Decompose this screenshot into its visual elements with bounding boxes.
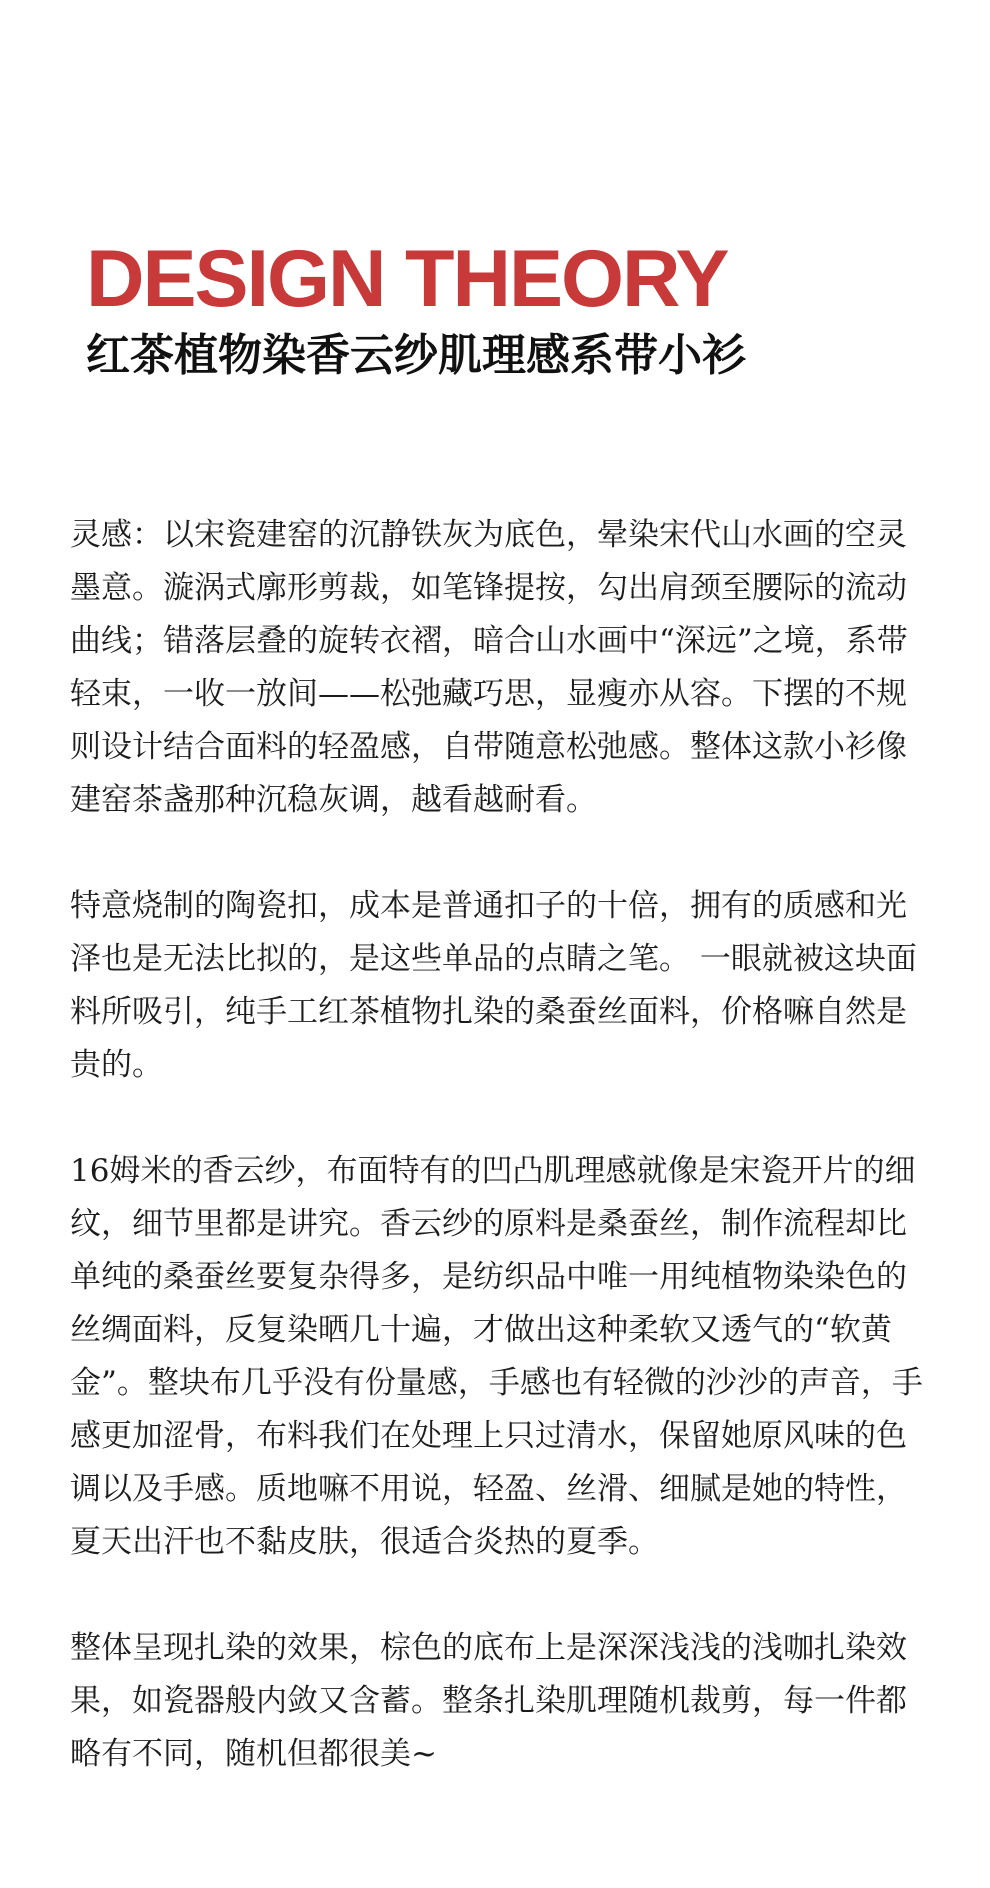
paragraph-fabric: 16姆米的香云纱，布面特有的凹凸肌理感就像是宋瓷开片的细纹，细节里都是讲究。香云纱的原料是桑蚕丝，制作流程却比单纯的桑蚕丝要复杂得多，是纺织品中唯一用纯植物染染色的丝绸面料，反复染晒几十遍，才做出这种柔软又透气的“软黄金”。整块布几乎没有份量感，手感也有轻微的沙沙的声音，手感更加涩骨，布料我们在处理上只过清水，保留她原风味的色调以及手感。质地嘛不用说，轻盈、丝滑、细腻是她的特性，夏天出汗也不黏皮肤，很适合炎热的夏季。 <box>70 1153 923 1560</box>
paragraph-tie-dye: 整体呈现扎染的效果，棕色的底布上是深深浅浅的浅咖扎染效果，如瓷器般内敛又含蓄。整条扎染肌理随机裁剪，每一件都略有不同，随机但都很美~ <box>70 1630 907 1772</box>
product-title: 红茶植物染香云纱肌理感系带小衫 <box>86 330 746 381</box>
description-body <box>70 509 926 1781</box>
paragraph-inspiration: 灵感：以宋瓷建窑的沉静铁灰为底色，晕染宋代山水画的空灵墨意。漩涡式廓形剪裁，如笔锋提按，勾出肩颈至腰际的流动曲线；错落层叠的旋转衣褶，暗合山水画中“深远”之境，系带轻束，一收一放间——松弛藏巧思，显瘦亦从容。下摆的不规则设计结合面料的轻盈感，自带随意松弛感。整体这款小衫像建窑茶盏那种沉稳灰调，越看越耐看。 <box>70 517 908 818</box>
paragraph-ceramic-buttons: 特意烧制的陶瓷扣，成本是普通扣子的十倍，拥有的质感和光泽也是无法比拟的，是这些单品的点睛之笔。 一眼就被这块面料所吸引，纯手工红茶植物扎染的桑蚕丝面料，价格嘛自然是贵的。 <box>70 888 917 1083</box>
design-theory-heading: DESIGN THEORY <box>86 234 728 324</box>
